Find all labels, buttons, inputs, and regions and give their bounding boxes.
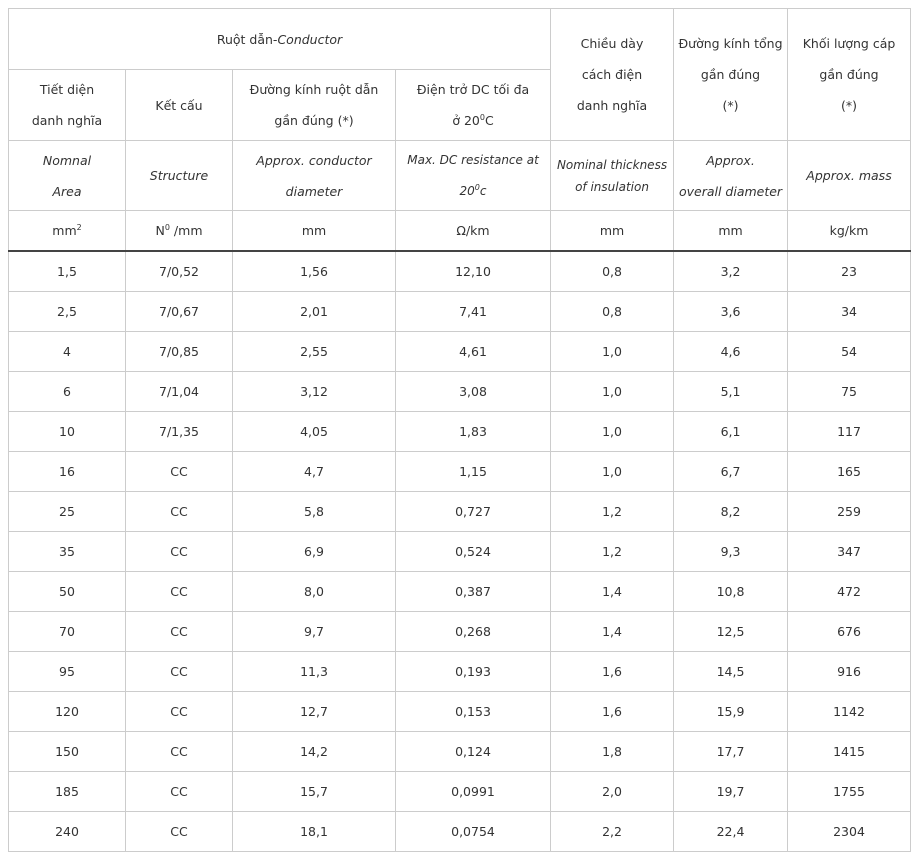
structure-cell: 7/0,52 bbox=[126, 251, 233, 292]
mass-vn-line1: Khối lượng cáp bbox=[802, 36, 896, 51]
table-row bbox=[9, 251, 911, 292]
resistance-cell: 3,08 bbox=[396, 372, 551, 412]
mass-cell: 347 bbox=[788, 532, 911, 572]
overall-vn-line2: gần đúng bbox=[700, 67, 761, 82]
mass-vn-line2: gần đúng bbox=[819, 67, 879, 82]
overall-en-line1: Approx. bbox=[706, 152, 755, 168]
resistance-cell: 12,10 bbox=[396, 251, 551, 292]
conductor-group-en: Conductor bbox=[277, 31, 343, 47]
resistance-vn-line1: Điện trở DC tối đa bbox=[416, 82, 530, 97]
area-cell: 240 bbox=[9, 812, 126, 852]
area-cell: 10 bbox=[9, 412, 126, 452]
insulation-vn-line1: Chiều dày bbox=[580, 36, 644, 51]
structure-cell: 7/1,04 bbox=[126, 372, 233, 412]
overall-vn-line1: Đường kính tổng bbox=[678, 36, 783, 51]
area-cell: 150 bbox=[9, 732, 126, 772]
structure-cell: 7/0,85 bbox=[126, 332, 233, 372]
area-cell: 95 bbox=[9, 652, 126, 692]
diameter-cell: 5,8 bbox=[233, 492, 396, 532]
table-row bbox=[9, 612, 911, 652]
insulation-cell: 1,0 bbox=[551, 372, 674, 412]
structure-cell: 7/1,35 bbox=[126, 412, 233, 452]
overall-cell: 5,1 bbox=[674, 372, 788, 412]
mass-cell: 916 bbox=[788, 652, 911, 692]
table-body bbox=[9, 251, 911, 852]
mass-cell: 165 bbox=[788, 452, 911, 492]
resistance-cell: 7,41 bbox=[396, 292, 551, 332]
resistance-en-text: Max. DC resistance at 20 bbox=[407, 152, 539, 198]
structure-cell: CC bbox=[126, 452, 233, 492]
structure-header-en: Structure bbox=[126, 141, 233, 211]
overall-header-vn bbox=[674, 9, 788, 141]
structure-cell: CC bbox=[126, 812, 233, 852]
diameter-header-vn bbox=[233, 70, 396, 141]
insulation-cell: 1,2 bbox=[551, 532, 674, 572]
area-header-en bbox=[9, 141, 126, 211]
mass-cell: 676 bbox=[788, 612, 911, 652]
insulation-cell: 1,8 bbox=[551, 732, 674, 772]
cable-spec-table bbox=[8, 8, 911, 852]
area-vn-line2: danh nghĩa bbox=[31, 113, 103, 128]
insulation-cell: 1,0 bbox=[551, 412, 674, 452]
mass-header-vn bbox=[788, 9, 911, 141]
overall-cell: 8,2 bbox=[674, 492, 788, 532]
resistance-header-en bbox=[396, 141, 551, 211]
area-cell: 70 bbox=[9, 612, 126, 652]
overall-vn-line3: (*) bbox=[722, 98, 739, 113]
diameter-cell: 6,9 bbox=[233, 532, 396, 572]
resistance-cell: 0,268 bbox=[396, 612, 551, 652]
table-row bbox=[9, 772, 911, 812]
overall-cell: 19,7 bbox=[674, 772, 788, 812]
mass-cell: 23 bbox=[788, 251, 911, 292]
area-en-line2: Area bbox=[52, 183, 82, 199]
resistance-unit: Ω/km bbox=[396, 211, 551, 252]
insulation-en-line1: Nominal thickness bbox=[556, 157, 668, 172]
insulation-cell: 0,8 bbox=[551, 251, 674, 292]
mass-cell: 472 bbox=[788, 572, 911, 612]
insulation-header-en bbox=[551, 141, 674, 211]
insulation-cell: 1,0 bbox=[551, 332, 674, 372]
overall-cell: 4,6 bbox=[674, 332, 788, 372]
resistance-cell: 0,524 bbox=[396, 532, 551, 572]
area-cell: 2,5 bbox=[9, 292, 126, 332]
insulation-cell: 1,4 bbox=[551, 612, 674, 652]
diameter-cell: 4,05 bbox=[233, 412, 396, 452]
resistance-cell: 0,153 bbox=[396, 692, 551, 732]
structure-unit-text: N bbox=[155, 223, 165, 238]
table-row bbox=[9, 412, 911, 452]
mass-vn-line3: (*) bbox=[841, 98, 858, 113]
resistance-vn-line2 bbox=[398, 105, 548, 136]
diameter-unit: mm bbox=[233, 211, 396, 252]
diameter-cell: 3,12 bbox=[233, 372, 396, 412]
structure-unit bbox=[126, 211, 233, 252]
structure-cell: CC bbox=[126, 492, 233, 532]
structure-cell: CC bbox=[126, 692, 233, 732]
resistance-header-vn bbox=[396, 70, 551, 141]
structure-cell: CC bbox=[126, 532, 233, 572]
mass-cell: 54 bbox=[788, 332, 911, 372]
table-row bbox=[9, 652, 911, 692]
structure-cell: CC bbox=[126, 772, 233, 812]
overall-cell: 6,1 bbox=[674, 412, 788, 452]
mass-cell: 34 bbox=[788, 292, 911, 332]
structure-cell: 7/0,67 bbox=[126, 292, 233, 332]
diameter-cell: 12,7 bbox=[233, 692, 396, 732]
insulation-cell: 1,6 bbox=[551, 692, 674, 732]
diameter-cell: 15,7 bbox=[233, 772, 396, 812]
structure-cell: CC bbox=[126, 572, 233, 612]
insulation-vn-line3: danh nghĩa bbox=[576, 98, 648, 113]
resistance-cell: 4,61 bbox=[396, 332, 551, 372]
diameter-cell: 11,3 bbox=[233, 652, 396, 692]
overall-en-line2: overall diameter bbox=[678, 183, 783, 199]
diameter-cell: 2,55 bbox=[233, 332, 396, 372]
insulation-vn-line2: cách điện bbox=[581, 67, 643, 82]
diameter-header-en bbox=[233, 141, 396, 211]
table-row bbox=[9, 812, 911, 852]
insulation-cell: 0,8 bbox=[551, 292, 674, 332]
mass-cell: 75 bbox=[788, 372, 911, 412]
area-unit-text: mm bbox=[52, 223, 77, 238]
resistance-cell: 0,193 bbox=[396, 652, 551, 692]
mass-cell: 1755 bbox=[788, 772, 911, 812]
overall-cell: 17,7 bbox=[674, 732, 788, 772]
insulation-cell: 1,0 bbox=[551, 452, 674, 492]
diameter-cell: 1,56 bbox=[233, 251, 396, 292]
table-row bbox=[9, 372, 911, 412]
diameter-cell: 9,7 bbox=[233, 612, 396, 652]
structure-unit-rest: /mm bbox=[169, 223, 203, 238]
structure-unit-sup: 0 bbox=[164, 222, 170, 232]
overall-cell: 9,3 bbox=[674, 532, 788, 572]
area-vn-line1: Tiết diện bbox=[39, 82, 95, 97]
resistance-vn-degree: 0 bbox=[479, 112, 485, 122]
table-row bbox=[9, 452, 911, 492]
resistance-cell: 0,387 bbox=[396, 572, 551, 612]
table-row bbox=[9, 292, 911, 332]
resistance-en-degree: 0 bbox=[474, 182, 480, 192]
structure-cell: CC bbox=[126, 652, 233, 692]
conductor-group-vn: Ruột dẫn- bbox=[216, 31, 278, 47]
area-cell: 120 bbox=[9, 692, 126, 732]
table-row bbox=[9, 572, 911, 612]
diameter-vn-line2: gần đúng (*) bbox=[274, 113, 354, 128]
resistance-vn-unit: C bbox=[484, 113, 494, 128]
diameter-cell: 4,7 bbox=[233, 452, 396, 492]
overall-cell: 10,8 bbox=[674, 572, 788, 612]
conductor-group-header bbox=[9, 9, 551, 70]
insulation-cell: 1,6 bbox=[551, 652, 674, 692]
table-row bbox=[9, 492, 911, 532]
area-cell: 50 bbox=[9, 572, 126, 612]
structure-header-vn: Kết cấu bbox=[126, 70, 233, 141]
mass-unit: kg/km bbox=[788, 211, 911, 252]
structure-cell: CC bbox=[126, 612, 233, 652]
overall-header-en bbox=[674, 141, 788, 211]
mass-cell: 1142 bbox=[788, 692, 911, 732]
area-cell: 1,5 bbox=[9, 251, 126, 292]
resistance-cell: 0,0754 bbox=[396, 812, 551, 852]
resistance-cell: 0,124 bbox=[396, 732, 551, 772]
diameter-cell: 2,01 bbox=[233, 292, 396, 332]
diameter-en-line1: Approx. conductor bbox=[256, 152, 372, 168]
diameter-cell: 14,2 bbox=[233, 732, 396, 772]
table-row bbox=[9, 532, 911, 572]
diameter-cell: 8,0 bbox=[233, 572, 396, 612]
resistance-cell: 0,727 bbox=[396, 492, 551, 532]
table-row bbox=[9, 692, 911, 732]
overall-cell: 6,7 bbox=[674, 452, 788, 492]
overall-cell: 12,5 bbox=[674, 612, 788, 652]
resistance-en-unit: c bbox=[479, 183, 487, 198]
overall-cell: 3,6 bbox=[674, 292, 788, 332]
resistance-vn-temp: ở 20 bbox=[452, 113, 480, 128]
mass-cell: 117 bbox=[788, 412, 911, 452]
diameter-en-line2: diameter bbox=[285, 183, 343, 199]
overall-cell: 22,4 bbox=[674, 812, 788, 852]
area-cell: 16 bbox=[9, 452, 126, 492]
table-row bbox=[9, 732, 911, 772]
area-en-line1: Nomnal bbox=[42, 152, 92, 168]
insulation-en-line2: of insulation bbox=[575, 179, 649, 194]
resistance-cell: 1,15 bbox=[396, 452, 551, 492]
insulation-header-vn bbox=[551, 9, 674, 141]
area-cell: 25 bbox=[9, 492, 126, 532]
overall-cell: 15,9 bbox=[674, 692, 788, 732]
mass-header-en: Approx. mass bbox=[788, 141, 911, 211]
resistance-cell: 0,0991 bbox=[396, 772, 551, 812]
mass-cell: 2304 bbox=[788, 812, 911, 852]
table-row bbox=[9, 332, 911, 372]
insulation-cell: 1,2 bbox=[551, 492, 674, 532]
area-cell: 185 bbox=[9, 772, 126, 812]
mass-cell: 1415 bbox=[788, 732, 911, 772]
insulation-cell: 1,4 bbox=[551, 572, 674, 612]
area-header-vn bbox=[9, 70, 126, 141]
overall-cell: 14,5 bbox=[674, 652, 788, 692]
insulation-cell: 2,2 bbox=[551, 812, 674, 852]
diameter-vn-line1: Đường kính ruột dẫn bbox=[249, 82, 379, 97]
overall-cell: 3,2 bbox=[674, 251, 788, 292]
structure-cell: CC bbox=[126, 732, 233, 772]
area-cell: 35 bbox=[9, 532, 126, 572]
overall-unit: mm bbox=[674, 211, 788, 252]
area-cell: 6 bbox=[9, 372, 126, 412]
mass-cell: 259 bbox=[788, 492, 911, 532]
area-cell: 4 bbox=[9, 332, 126, 372]
diameter-cell: 18,1 bbox=[233, 812, 396, 852]
resistance-cell: 1,83 bbox=[396, 412, 551, 452]
insulation-unit: mm bbox=[551, 211, 674, 252]
insulation-cell: 2,0 bbox=[551, 772, 674, 812]
area-unit-sup: 2 bbox=[76, 222, 82, 232]
area-unit bbox=[9, 211, 126, 252]
